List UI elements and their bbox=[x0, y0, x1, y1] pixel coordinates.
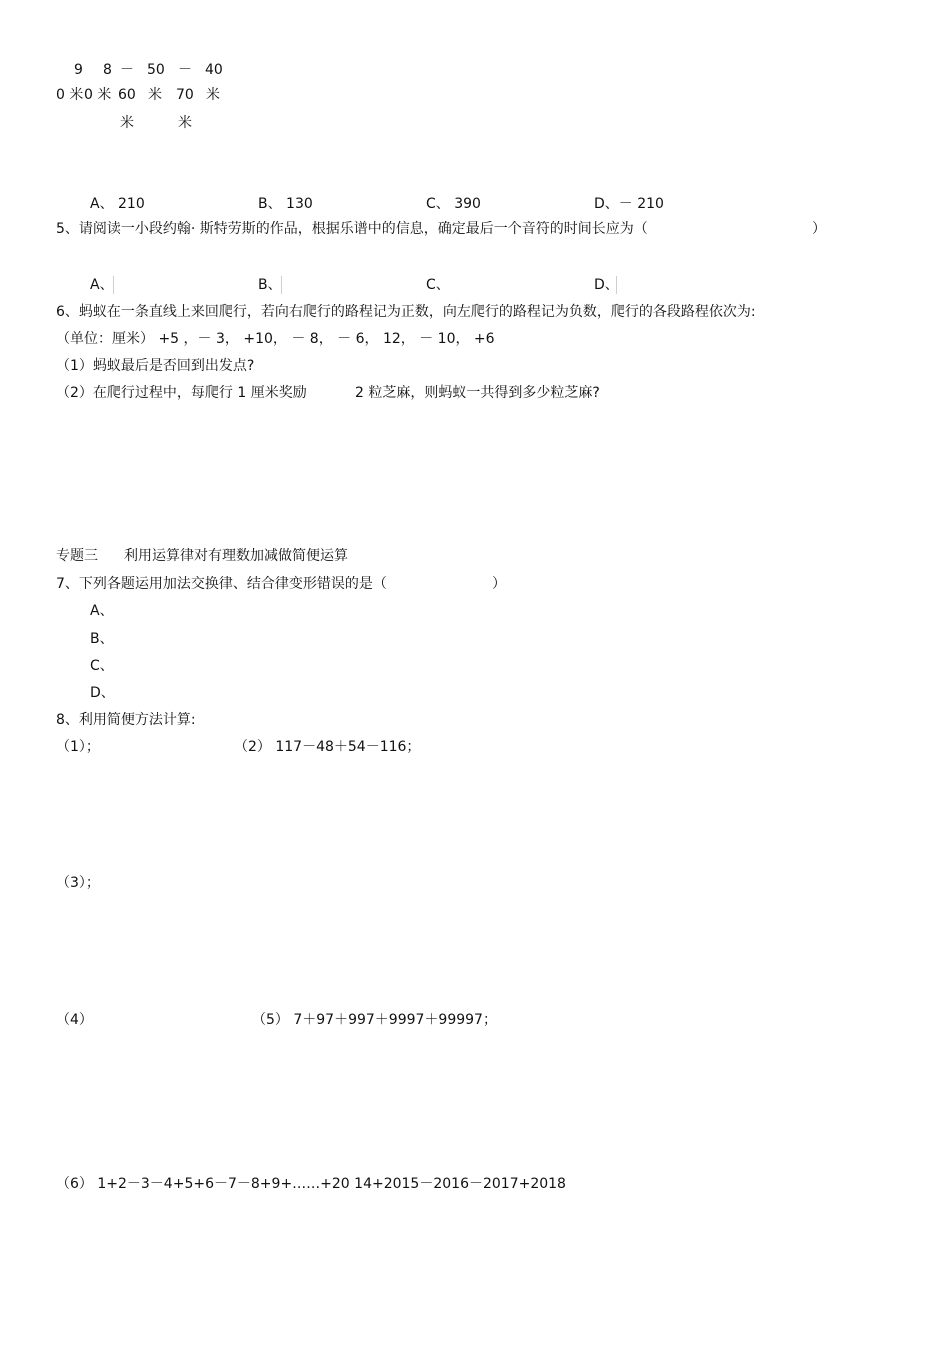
q8-title: 8、利用简便方法计算: bbox=[56, 712, 196, 728]
q4-option-a: A、 210 bbox=[90, 196, 145, 212]
q5-close-paren: ） bbox=[812, 221, 826, 237]
q6-data: （单位：厘米） +5 ，－ 3， +10， － 8， － 6， 12， － 10， +6 bbox=[56, 331, 495, 347]
q7-option-d: D、 bbox=[90, 685, 115, 701]
q7-close-paren: ） bbox=[492, 576, 506, 592]
fragment-cell: 40 bbox=[205, 62, 223, 78]
fragment-cell: 8 bbox=[103, 62, 112, 78]
q5-option-c: C、 bbox=[426, 277, 450, 293]
fragment-cell: 9 bbox=[74, 62, 83, 78]
q6-sub1: （1）蚂蚁最后是否回到出发点? bbox=[56, 358, 255, 374]
q5-option-a: A、 bbox=[90, 277, 114, 293]
fragment-cell: 70 bbox=[176, 87, 194, 103]
q6-sub2-part1: （2）在爬行过程中，每爬行 1 厘米奖励 bbox=[56, 385, 307, 401]
q5-question: 5、请阅读一小段约翰· 斯特劳斯的作品，根据乐谱中的信息，确定最后一个音符的时间长应为（ bbox=[56, 221, 648, 237]
q6-question: 6、蚂蚁在一条直线上来回爬行，若向右爬行的路程记为正数，向左爬行的路程记为负数，爬行的各段路程依次为: bbox=[56, 304, 756, 320]
q4-option-b: B、 130 bbox=[258, 196, 313, 212]
q7-option-a: A、 bbox=[90, 603, 114, 619]
fragment-cell: － bbox=[120, 62, 134, 78]
q4-option-d: D、－ 210 bbox=[594, 196, 664, 212]
q4-option-c: C、 390 bbox=[426, 196, 481, 212]
q8-part-2: （2） 117－48＋54－116； bbox=[234, 739, 421, 755]
fragment-cell: 0 米 bbox=[56, 87, 84, 103]
fragment-cell: 米 bbox=[178, 115, 192, 131]
q8-part-5: （5） 7＋97＋997＋9997＋99997； bbox=[252, 1012, 497, 1028]
q5-option-d: D、 bbox=[594, 277, 619, 293]
q7-option-c: C、 bbox=[90, 658, 114, 674]
q8-part-1: （1）； bbox=[56, 739, 100, 755]
q8-part-4: （4） bbox=[56, 1012, 93, 1028]
q5-option-b: B、 bbox=[258, 277, 282, 293]
fragment-cell: － bbox=[178, 62, 192, 78]
fragment-cell: 0 米 bbox=[84, 87, 112, 103]
fragment-cell: 米 bbox=[148, 87, 162, 103]
topic-label: 专题三 bbox=[56, 548, 98, 564]
fragment-cell: 米 bbox=[206, 87, 220, 103]
q6-sub2-part2: 2 粒芝麻，则蚂蚁一共得到多少粒芝麻? bbox=[355, 385, 600, 401]
q8-part-6: （6） 1+2－3－4+5+6－7－8+9+……+20 14+2015－2016－2017+2018 bbox=[56, 1176, 566, 1192]
q5-option-a-image bbox=[113, 276, 114, 294]
fragment-cell: 50 bbox=[147, 62, 165, 78]
q7-option-b: B、 bbox=[90, 631, 114, 647]
q8-part-3: （3）； bbox=[56, 875, 100, 891]
fragment-cell: 60 bbox=[118, 87, 136, 103]
q5-option-b-image bbox=[281, 276, 282, 294]
q5-option-d-image bbox=[616, 276, 617, 294]
topic-title: 利用运算律对有理数加减做简便运算 bbox=[124, 548, 348, 564]
fragment-cell: 米 bbox=[120, 115, 134, 131]
q7-question: 7、下列各题运用加法交换律、结合律变形错误的是（ bbox=[56, 576, 387, 592]
